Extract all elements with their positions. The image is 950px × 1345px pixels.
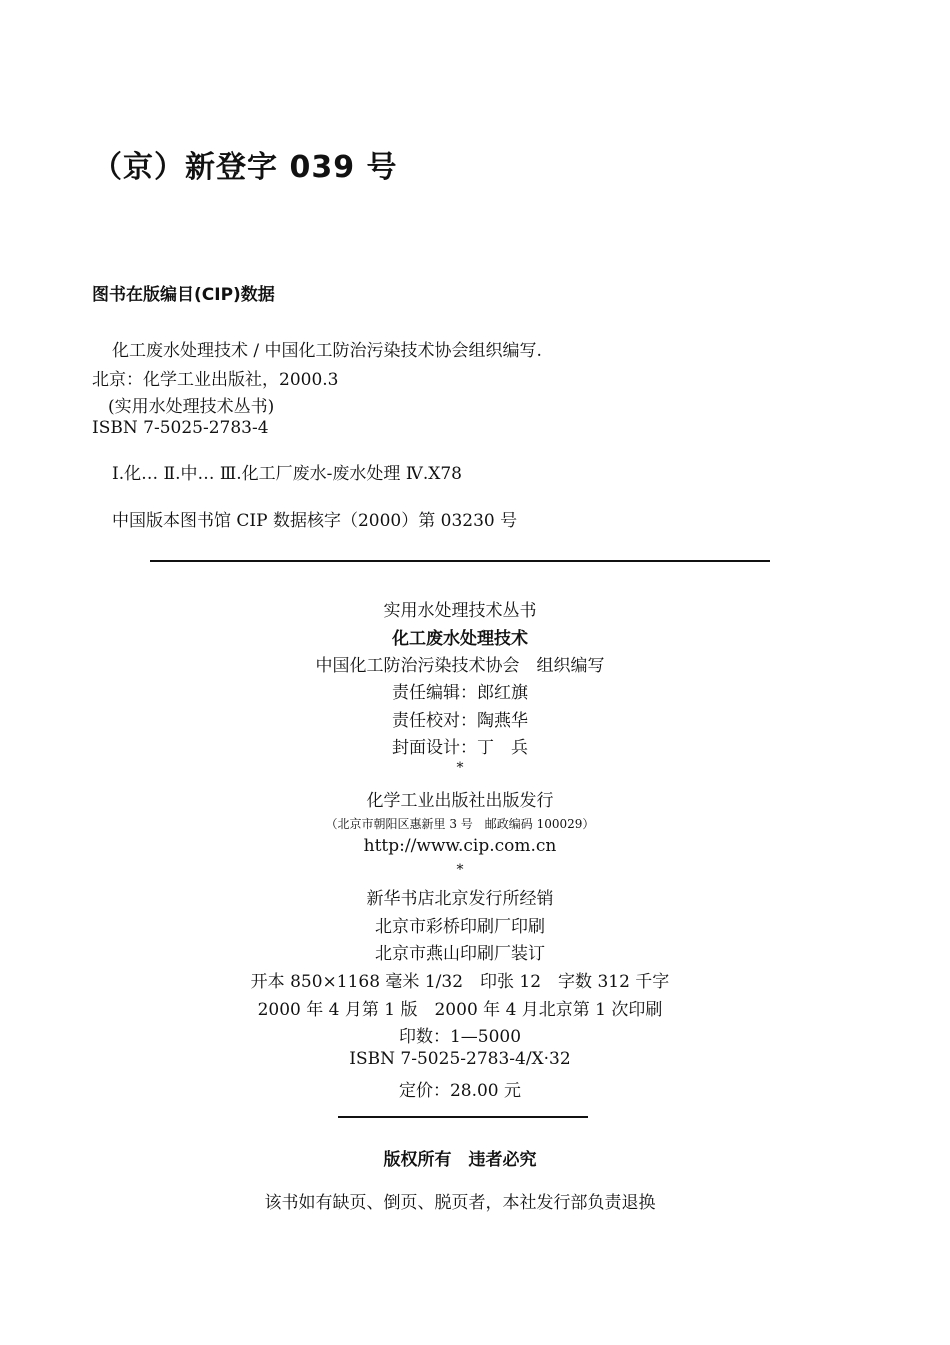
cip-line-classification: Ⅰ.化… Ⅱ.中… Ⅲ.化工厂废水-废水处理 Ⅳ.X78 bbox=[112, 464, 462, 484]
cip-line-series: (实用水处理技术丛书) bbox=[108, 397, 275, 417]
separator-star-2: * bbox=[456, 862, 464, 878]
copyright-notice: 版权所有 违者必究 bbox=[383, 1150, 537, 1170]
author: 中国化工防治污染技术协会 组织编写 bbox=[315, 656, 605, 676]
binder: 北京市燕山印刷厂装订 bbox=[375, 944, 545, 964]
cip-line-publisher: 北京：化学工业出版社，2000.3 bbox=[92, 370, 339, 390]
cip-heading: 图书在版编目(CIP)数据 bbox=[92, 285, 275, 305]
registration-number: （京）新登字 039 号 bbox=[92, 150, 398, 185]
editor: 责任编辑：郎红旗 bbox=[392, 683, 528, 703]
cip-line-isbn: ISBN 7-5025-2783-4 bbox=[92, 418, 269, 438]
cover-designer: 封面设计：丁 兵 bbox=[392, 738, 528, 758]
replacement-notice: 该书如有缺页、倒页、脱页者，本社发行部负责退换 bbox=[264, 1193, 656, 1213]
book-title: 化工废水处理技术 bbox=[392, 629, 528, 649]
format-info: 开本 850×1168 毫米 1/32 印张 12 字数 312 千字 bbox=[250, 972, 670, 992]
publisher-address: （北京市朝阳区惠新里 3 号 邮政编码 100029） bbox=[325, 817, 595, 831]
printer: 北京市彩桥印刷厂印刷 bbox=[375, 917, 545, 937]
distributor: 新华书店北京发行所经销 bbox=[366, 889, 554, 909]
publisher: 化学工业出版社出版发行 bbox=[366, 791, 554, 811]
separator-star-1: * bbox=[456, 760, 464, 776]
isbn-full: ISBN 7-5025-2783-4/X·32 bbox=[349, 1049, 571, 1069]
cip-line-title: 化工废水处理技术 / 中国化工防治污染技术协会组织编写. bbox=[112, 341, 542, 361]
edition-info: 2000 年 4 月第 1 版 2000 年 4 月北京第 1 次印刷 bbox=[257, 1000, 663, 1020]
proofreader: 责任校对：陶燕华 bbox=[392, 711, 528, 731]
website: http://www.cip.com.cn bbox=[363, 836, 557, 856]
series-name: 实用水处理技术丛书 bbox=[383, 601, 537, 621]
bottom-divider bbox=[338, 1116, 588, 1118]
cip-line-cip-number: 中国版本图书馆 CIP 数据核字（2000）第 03230 号 bbox=[112, 511, 518, 531]
price: 定价：28.00 元 bbox=[398, 1081, 522, 1101]
print-run: 印数：1—5000 bbox=[398, 1027, 522, 1047]
